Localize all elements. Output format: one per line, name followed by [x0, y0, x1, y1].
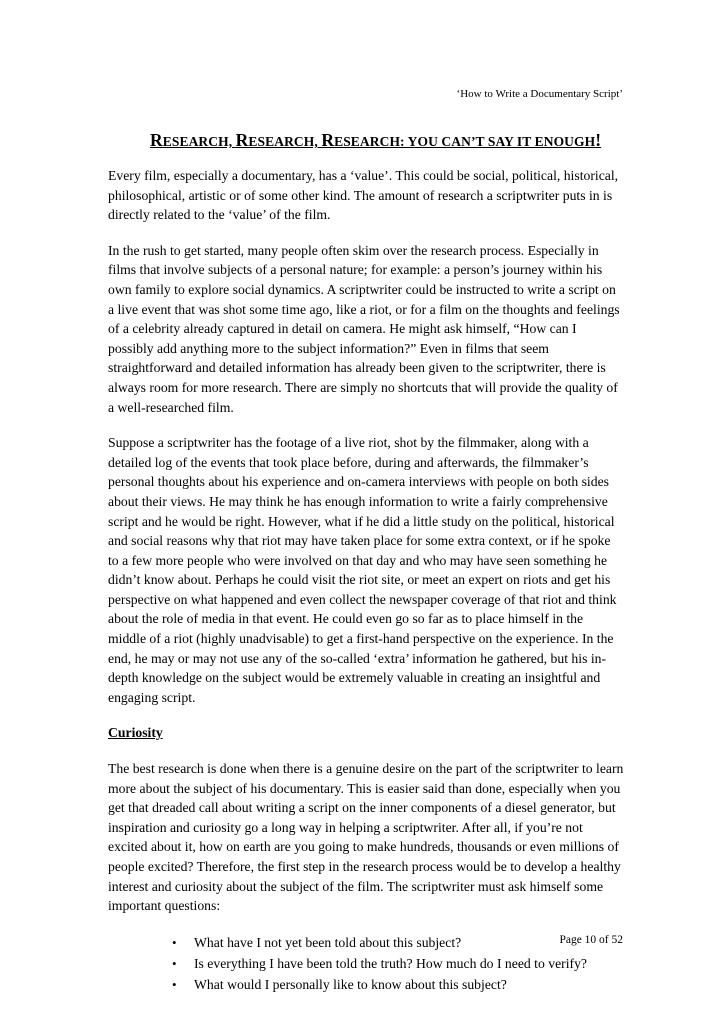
list-item: [172, 953, 624, 974]
paragraph: In the rush to get started, many people often skim over the research process. Especially in films that involve subjects of a personal nature; for example: a person’s journey within his own family to explore social dynamics. A scriptwriter could be instructed to write a script on a live event that was shot some time ago, like a riot, or for a film on the thoughts and feelings of a celebrity already captured in detail on camera. He might ask himself, “How can I possibly add anything more to the subject information?” Even in films that seem straightforward and detailed information has already been given to the scriptwriter, there is always room for more research. There are simply no shortcuts that will provide the quality of a well-researched film.: [108, 242, 620, 415]
bullet-icon: •: [172, 934, 177, 950]
title-part: !: [595, 130, 602, 150]
bullet-icon: •: [172, 955, 177, 971]
page-number: Page 10 of 52: [559, 934, 623, 946]
list-item-text: What have I not yet been told about this subject?: [194, 934, 462, 950]
title-part: ESEARCH,: [162, 134, 236, 149]
list-item-text: Is everything I have been told the truth? How much do I need to verify?: [194, 955, 588, 971]
paragraph: Suppose a scriptwriter has the footage of a live riot, shot by the filmmaker, along with a detailed log of the events that took place before, during and afterwards, the filmmaker’s personal thoughts about his experience and on-camera interviews with people on both sides about their views. He may think he has enough information to write a fairly comprehensive script and he would be right. However, what if he did a little study on the political, historical and social reasons why that riot may have taken place for some extra context, or if he spoke to a few more people who were involved on that day and who may have seen something he didn’t know about. Perhaps he could visit the riot site, or meet an expert on riots and get his perspective on what happened and even collect the newspaper coverage of that riot and think about the role of media in that event. He could even go so far as to place himself in the middle of a riot (highly unadvisable) to get a first-hand perspective on the experience. In the end, he may or may not use any of the so-called ‘extra’ information he gathered, but his in-depth knowledge on the subject would be extremely valuable in creating an insightful and engaging script.: [108, 435, 617, 705]
body-content: [108, 166, 624, 995]
paragraph: Every film, especially a documentary, has a ‘value’. This could be social, political, historical, philosophical, artistic or of some other kind. The amount of research a scriptwriter puts in is directly related to the ‘value’ of the film.: [108, 168, 619, 223]
title-part: R: [321, 130, 335, 150]
title-part: R: [150, 130, 163, 150]
list-item: [172, 932, 624, 953]
bullet-icon: •: [172, 976, 177, 992]
title-part: ESEARCH,: [248, 134, 322, 149]
subheading-curiosity: Curiosity: [108, 725, 163, 741]
list-item: [172, 974, 624, 995]
section-title: [150, 130, 601, 152]
paragraph: The best research is done when there is a genuine desire on the part of the scriptwriter to learn more about the subject of his documentary. This is easier said than done, especially when you get that dreaded call about writing a script on the inner components of a diesel generator, but inspiration and curiosity go a long way in helping a scriptwriter. After all, if you’re not excited about it, how on earth are you going to make hundreds, thousands or even millions of people excited? Therefore, the first step in the research process would be to develop a healthy interest and curiosity about the subject of the film. The scriptwriter must ask himself some important questions:: [108, 761, 624, 914]
title-part: R: [235, 130, 249, 150]
question-list: [108, 932, 624, 995]
running-header: ‘How to Write a Documentary Script’: [456, 88, 623, 100]
list-item-text: What would I personally like to know about this subject?: [194, 976, 507, 992]
title-part: ESEARCH: YOU CAN’T SAY IT ENOUGH: [334, 134, 596, 149]
